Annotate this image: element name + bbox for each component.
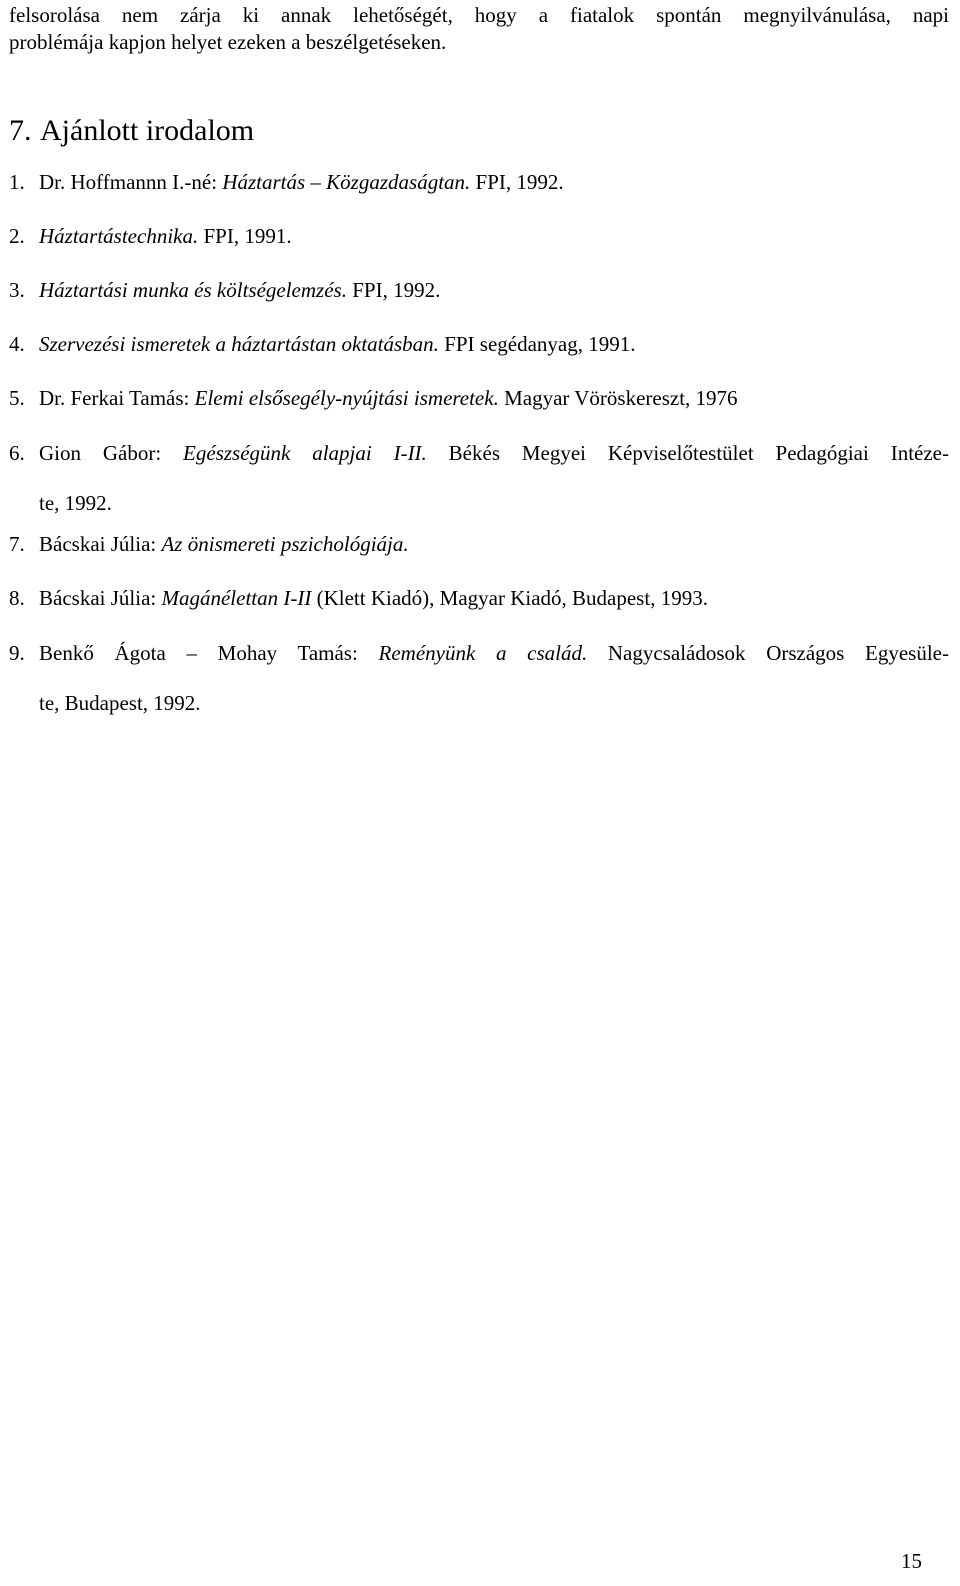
reference-item-9 xyxy=(9,628,949,728)
section-heading xyxy=(9,112,254,150)
reference-title: Szervezési ismeretek a háztartástan oktatásban. xyxy=(39,332,439,356)
reference-number: 9. xyxy=(9,641,25,665)
reference-title: Az önismereti pszichológiája. xyxy=(161,532,409,556)
reference-number: 5. xyxy=(9,386,25,410)
reference-publisher: Békés Megyei Képviselőtestület Pedagógiai Intéze- xyxy=(426,441,949,465)
reference-item-1 xyxy=(9,168,949,197)
reference-author: Dr. Ferkai Tamás: xyxy=(39,386,195,410)
reference-publisher: FPI, 1992. xyxy=(346,278,441,302)
reference-publisher: (Klett Kiadó), Magyar Kiadó, Budapest, 1993. xyxy=(311,586,708,610)
reference-number: 8. xyxy=(9,586,25,610)
reference-item-4 xyxy=(9,330,949,359)
reference-publisher: Nagycsaládosok Országos Egyesüle- xyxy=(587,641,949,665)
reference-author: Bácskai Júlia: xyxy=(39,532,162,556)
intro-line-1: felsorolása nem zárja ki annak lehetőségét, hogy a fiatalok spontán megnyilvánulása, napi xyxy=(9,3,949,27)
reference-author: Gion Gábor: xyxy=(39,441,184,465)
reference-number: 4. xyxy=(9,332,25,356)
reference-publisher-cont: te, Budapest, 1992. xyxy=(39,691,201,715)
reference-number: 1. xyxy=(9,170,25,194)
reference-author: Dr. Hoffmannn I.-né: xyxy=(39,170,223,194)
reference-number: 3. xyxy=(9,278,25,302)
intro-line-2: problémája kapjon helyet ezeken a beszélgetéseken. xyxy=(9,30,447,54)
reference-item-8 xyxy=(9,584,949,613)
reference-list xyxy=(9,168,949,730)
reference-item-7 xyxy=(9,530,949,559)
reference-item-6 xyxy=(9,428,949,528)
reference-item-5 xyxy=(9,384,949,413)
reference-number: 2. xyxy=(9,224,25,248)
reference-number: 6. xyxy=(9,441,25,465)
reference-author: Benkő Ágota – Mohay Tamás: xyxy=(39,641,379,665)
reference-item-2 xyxy=(9,222,949,251)
reference-item-3 xyxy=(9,276,949,305)
reference-title: Háztartástechnika. xyxy=(39,224,199,248)
reference-publisher: FPI, 1992. xyxy=(470,170,564,194)
reference-publisher: Magyar Vöröskereszt, 1976 xyxy=(498,386,738,410)
reference-title: Egészségünk alapjai I-II. xyxy=(183,441,427,465)
page-number: 15 xyxy=(901,1549,922,1573)
reference-title: Háztartás – Közgazdaságtan. xyxy=(222,170,471,194)
reference-title: Reményünk a család. xyxy=(378,641,588,665)
reference-publisher-cont: te, 1992. xyxy=(39,491,112,515)
intro-paragraph xyxy=(9,2,949,56)
section-number: 7. xyxy=(9,114,32,147)
reference-number: 7. xyxy=(9,532,25,556)
reference-title: Elemi elsősegély-nyújtási ismeretek. xyxy=(194,386,499,410)
reference-title: Magánélettan I-II xyxy=(161,586,312,610)
reference-publisher: FPI, 1991. xyxy=(198,224,292,248)
reference-title: Háztartási munka és költségelemzés. xyxy=(39,278,347,302)
section-title: Ajánlott irodalom xyxy=(40,114,255,147)
reference-author: Bácskai Júlia: xyxy=(39,586,162,610)
reference-publisher: FPI segédanyag, 1991. xyxy=(438,332,636,356)
